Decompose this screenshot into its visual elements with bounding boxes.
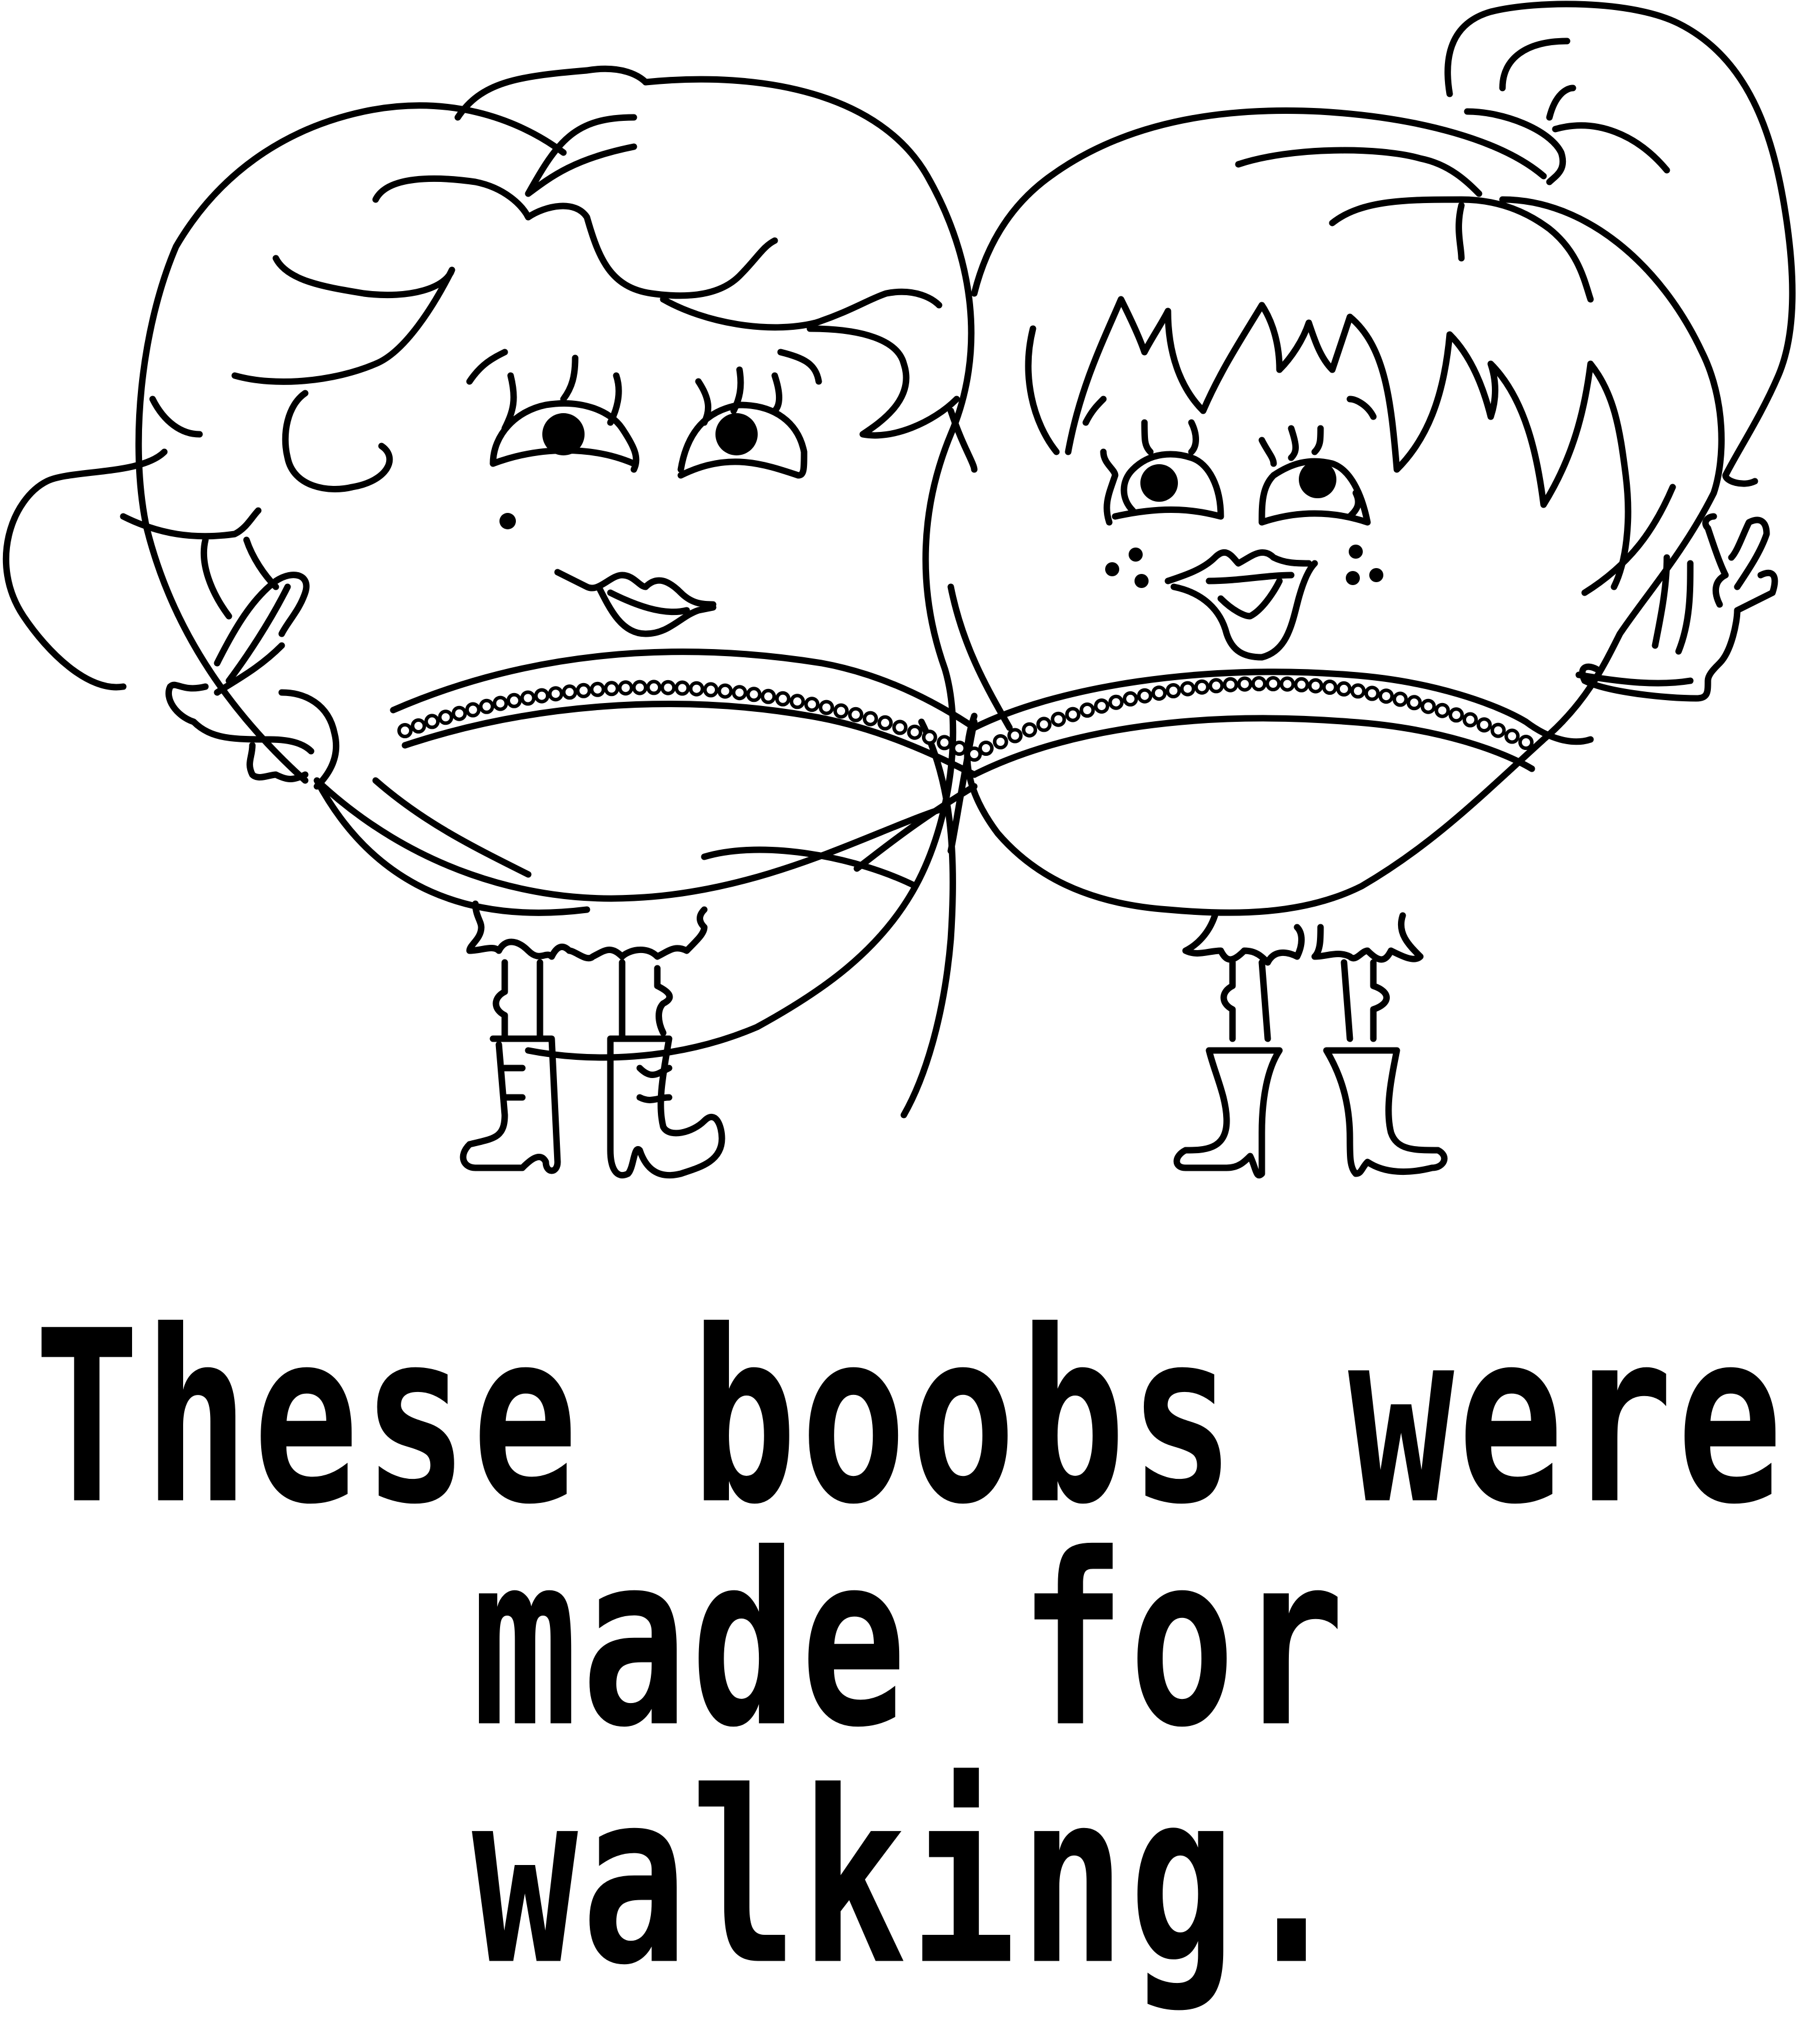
- left-character-eyebrow-right: [781, 352, 819, 381]
- bra-bead: [522, 692, 534, 704]
- right-character-arm: [1585, 487, 1690, 651]
- bra-bead: [1239, 678, 1251, 690]
- bra-bead: [762, 691, 774, 702]
- bra-bead: [592, 684, 603, 695]
- left-character-pupil-left: [542, 413, 585, 455]
- right-character-bangs: [1028, 299, 1628, 587]
- bra-bead: [1167, 685, 1179, 697]
- bra-bead: [1196, 681, 1208, 693]
- bra-bead: [1067, 709, 1079, 721]
- bra-bead: [835, 705, 847, 717]
- bra-bead: [440, 711, 451, 723]
- bra-bead: [495, 698, 507, 710]
- caption-line-1: These boobs were: [33, 1280, 1787, 1557]
- left-character-eyebrow-left: [470, 352, 505, 381]
- bra-bead: [1478, 719, 1490, 731]
- bra-bead: [677, 683, 688, 694]
- bra-bead: [734, 687, 745, 698]
- caption-line-2: made for walking.: [472, 1503, 1348, 2017]
- bra-bead: [1082, 704, 1093, 716]
- bra-bead: [1110, 697, 1122, 708]
- bra-bead: [648, 681, 660, 693]
- left-character-boot-left: [463, 1039, 558, 1171]
- bra-bead: [454, 708, 465, 719]
- bra-bead: [720, 685, 731, 697]
- left-character-lips: [558, 572, 713, 634]
- bra-bead: [662, 682, 674, 694]
- bra-bead: [1506, 731, 1518, 742]
- bra-bead: [691, 683, 703, 695]
- bra-bead: [1125, 693, 1136, 705]
- left-character-pupil-right: [715, 413, 758, 455]
- bra-bead: [1520, 736, 1532, 748]
- bra-bead: [606, 683, 617, 694]
- bra-bead: [1024, 724, 1035, 736]
- bra-bead: [413, 720, 424, 732]
- bra-bead: [850, 709, 862, 721]
- right-character-boot-right: [1326, 1050, 1444, 1174]
- bra-bead: [954, 742, 965, 754]
- bra-bead: [1281, 678, 1293, 690]
- bra-bead: [1338, 683, 1350, 695]
- right-character-body-outline: [951, 110, 1721, 913]
- right-character-hair: [1238, 4, 1792, 484]
- right-character-lashes: [1350, 493, 1358, 516]
- bra-bead: [426, 715, 438, 727]
- bra-bead: [1450, 709, 1462, 721]
- bra-bead: [1210, 680, 1222, 691]
- bra-bead: [1380, 690, 1392, 702]
- left-character-hand: [168, 575, 336, 786]
- bra-bead: [1225, 679, 1237, 691]
- bra-bead: [1352, 685, 1364, 697]
- bra-bead: [1296, 679, 1308, 691]
- left-character: [6, 69, 974, 1175]
- bra-bead: [938, 736, 950, 748]
- right-character-boot-left: [1177, 1050, 1279, 1175]
- bra-bead: [1493, 725, 1504, 736]
- bra-bead: [536, 690, 548, 702]
- right-character-pupil-left: [1140, 464, 1178, 502]
- left-character-side-curl: [6, 329, 957, 687]
- bra-bead: [1253, 678, 1265, 690]
- bra-bead: [1052, 714, 1064, 725]
- bra-bead: [1409, 697, 1420, 708]
- bra-bead: [1394, 694, 1406, 705]
- bra-bead: [1310, 680, 1322, 692]
- bra-bead: [1267, 678, 1279, 690]
- bra-bead: [777, 693, 789, 705]
- bra-bead: [879, 717, 891, 729]
- bra-bead: [620, 682, 632, 694]
- bra-bead: [909, 727, 921, 738]
- right-character-hand: [1579, 516, 1775, 698]
- bra-bead: [1436, 705, 1448, 717]
- bra-bead: [508, 695, 520, 707]
- bra-bead: [748, 688, 760, 700]
- bra-bead: [1096, 700, 1107, 712]
- bra-bead: [1139, 690, 1150, 702]
- bra-bead: [578, 685, 589, 697]
- left-bra-strap-bottom: [405, 704, 974, 775]
- bra-bead: [968, 748, 980, 760]
- bra-bead: [792, 695, 803, 707]
- right-character-pupil-right: [1299, 461, 1336, 498]
- bra-bead: [1153, 687, 1165, 699]
- bra-bead: [564, 686, 576, 698]
- bra-bead: [481, 701, 492, 712]
- bra-bead: [806, 698, 818, 710]
- right-character-legs: [1186, 915, 1420, 1039]
- bra-bead: [820, 702, 832, 714]
- left-character-beauty-mark: [499, 513, 516, 529]
- bra-bead: [1324, 681, 1336, 693]
- bra-bead: [550, 688, 562, 700]
- bra-bead: [894, 722, 906, 734]
- bra-bead: [634, 682, 646, 694]
- left-character-legs: [470, 904, 704, 1039]
- bra-bead: [1366, 688, 1378, 700]
- bra-bead: [705, 684, 717, 695]
- bra-bead: [995, 736, 1007, 748]
- bra-bead: [1182, 683, 1194, 695]
- bra-bead: [1009, 730, 1021, 742]
- right-character: [951, 4, 1792, 1175]
- bra-bead: [1464, 714, 1476, 726]
- right-character-mouth: [1168, 552, 1315, 657]
- bra-bead: [1038, 718, 1050, 730]
- bra-bead: [1423, 701, 1434, 712]
- bra-bead: [399, 725, 411, 736]
- bra-bead: [924, 731, 936, 743]
- bra-bead: [865, 713, 876, 725]
- bra-bead: [467, 704, 479, 716]
- bra-bead: [980, 742, 992, 754]
